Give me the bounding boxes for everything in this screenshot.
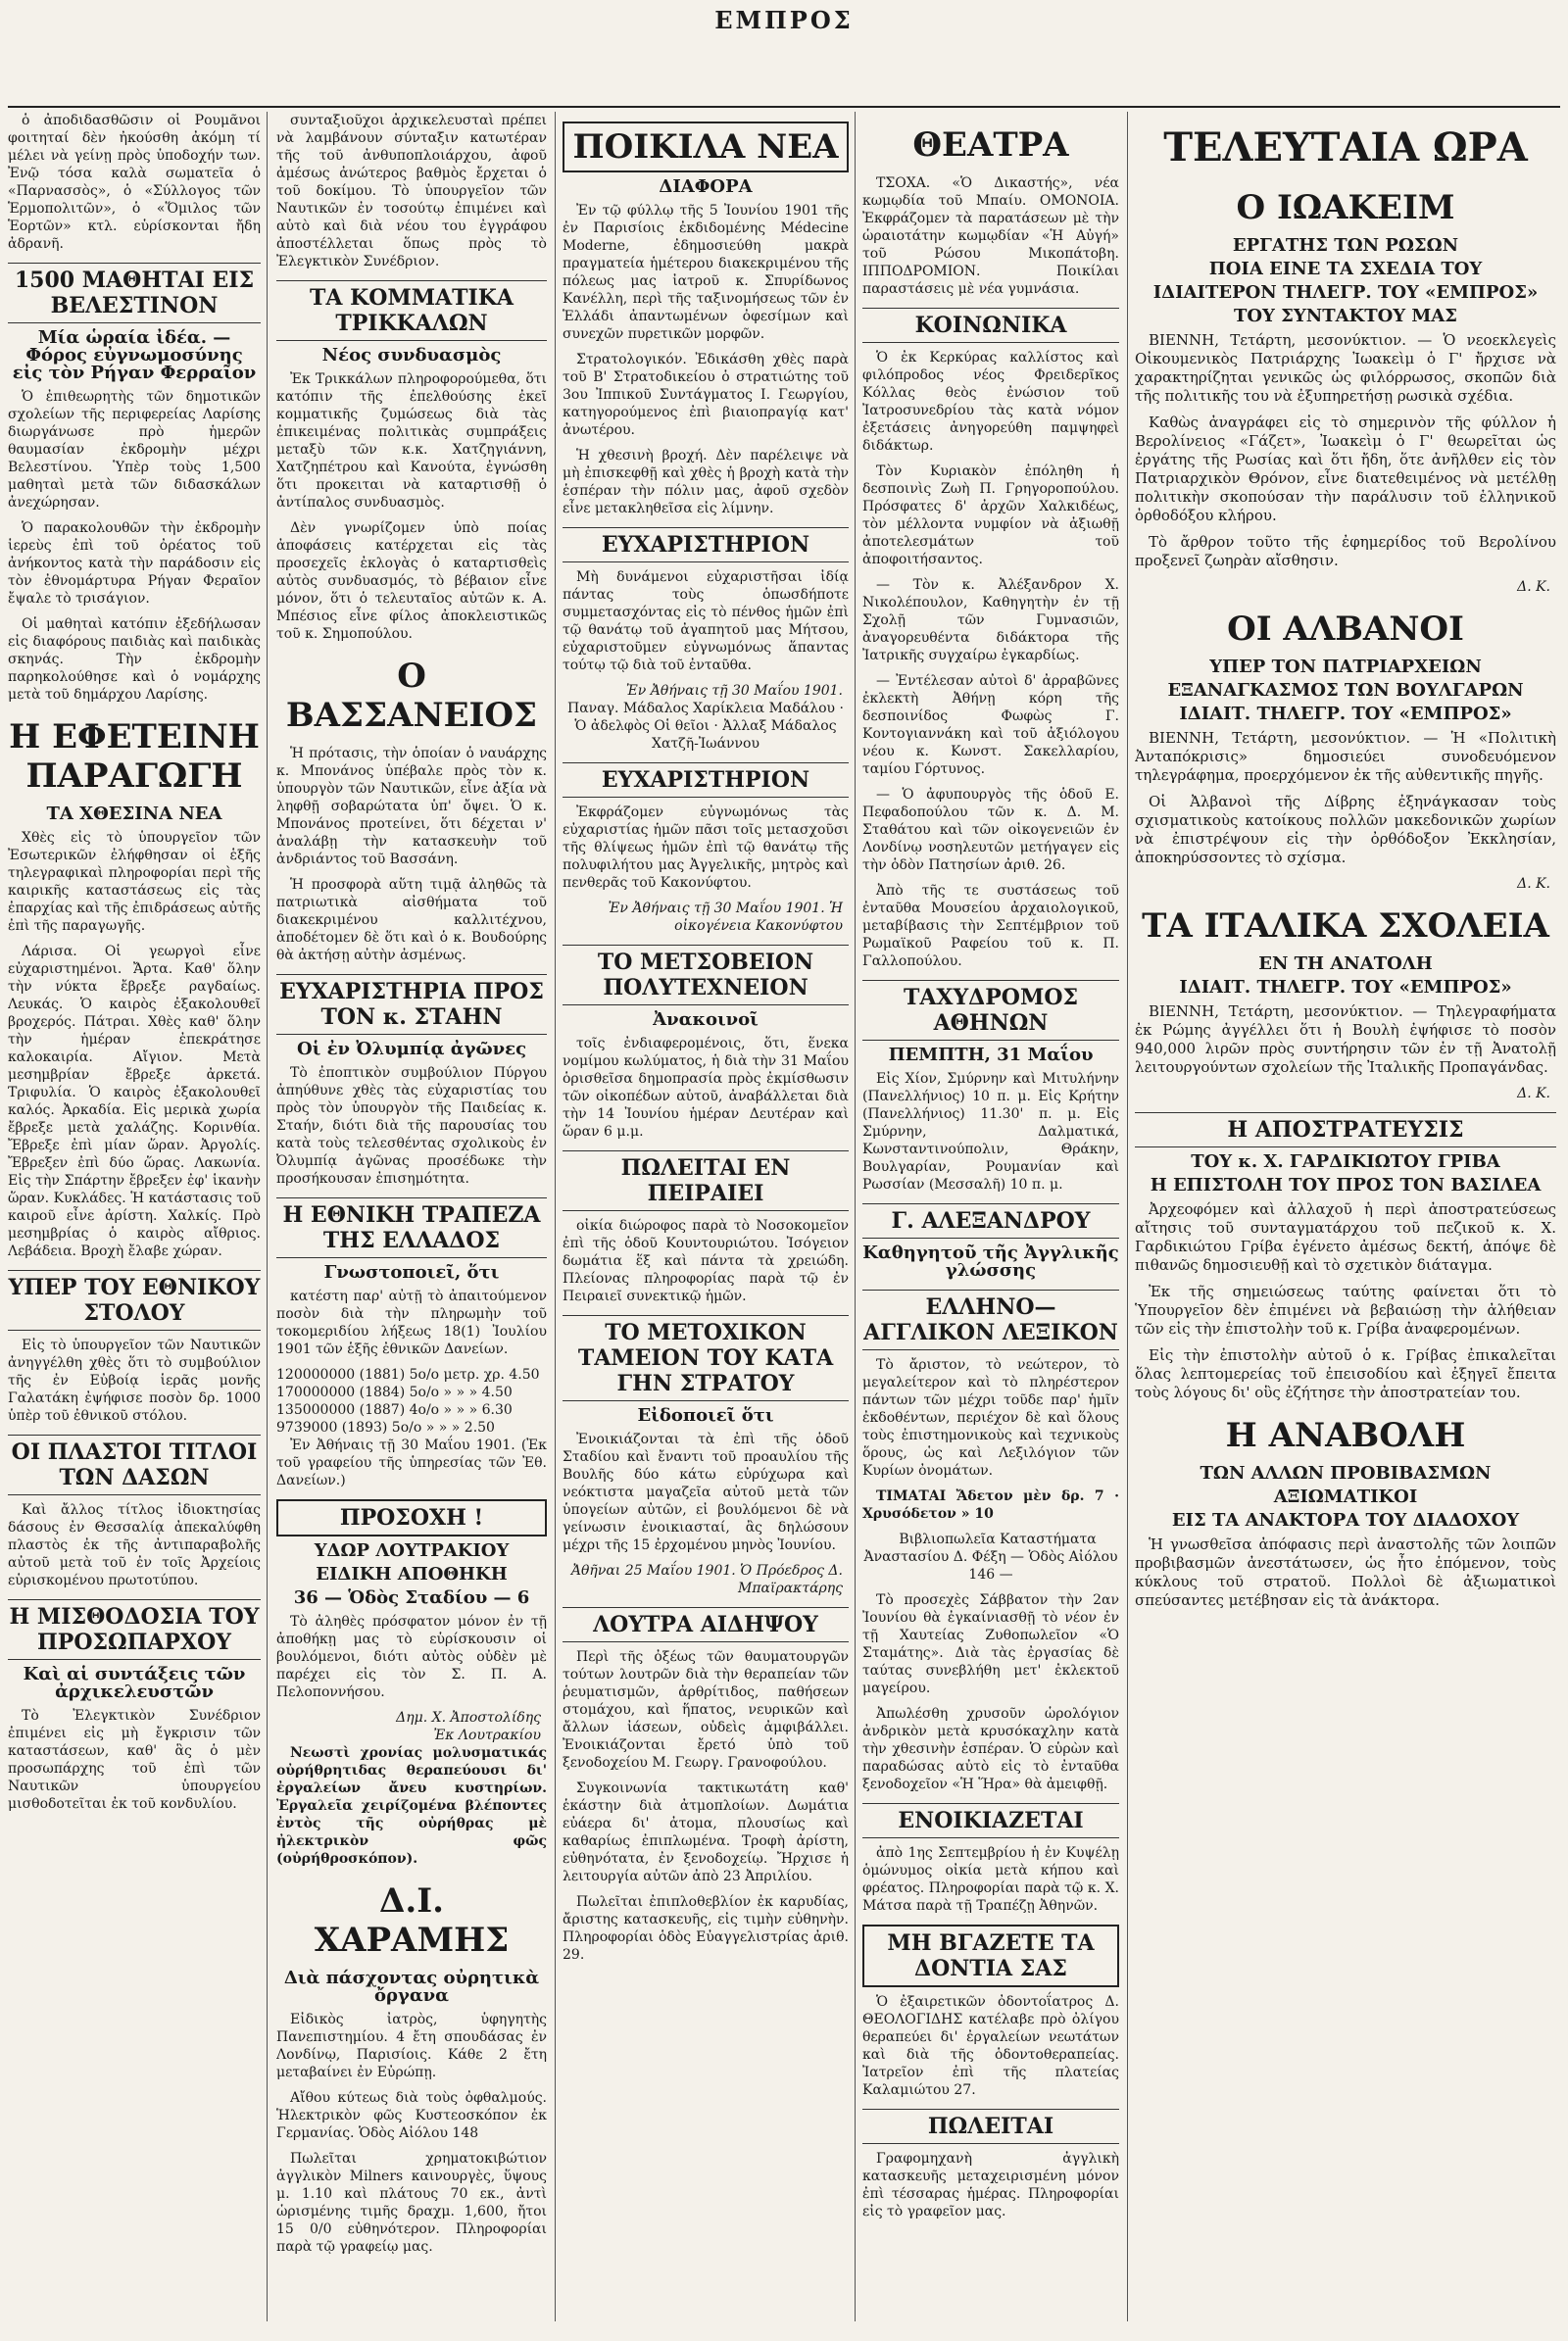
article-text: Λάρισα. Οἱ γεωργοὶ εἶνε εὐχαριστημένοι. Ἄρτα. Καθ' ὅλην τὴν νύκτα ἔβρεξε ραγδαίως. Λευκάς. Ὁ καιρὸς ἐξακολουθεῖ βροχερός. Πάτραι. Χθὲς καθ' ὅλην τὴν ἡμέραν ἐπεκράτησε καλοκαιρία. Αἴγιον. Μετὰ μεσημβρίαν ἔβρεξε ἀρκετά. Τριφυλία. Ὁ καιρὸς ἐξακολουθεῖ καλός. Ἀρκαδία. Εἰς μερικὰ χωρία ἔβρεξε μετὰ χαλάζης. Κορινθία. Ἔβρεξε ἐπὶ μίαν ὥραν. Ἀργολίς. Ἔβρεξεν ἐπὶ δύο ὥρας. Λακωνία. Εἰς τὴν Σπάρτην ἔβρεξεν ἐφ' ἱκανὴν ὥραν. Κυκλάδες. Ἡ κατάστασις τοῦ καιροῦ εἶνε ἀρίστη. Χαλκίς. Πρὸ μεσημβρίας ὁ καιρὸς αἴθριος. Λεβάδεια. Βροχὴ ἔλαβε χώραν. xyxy=(8,944,261,1259)
article-text: Τὸν Κυριακὸν ἐπόληθη ἡ δεσποινὶς Ζωὴ Π. Γρηγοροπούλου. Πρόσφατες δ' ἀρχῶν Χαλκιδέως, τὸν μέλλοντα νυμφίον νὰ ἀξιωθῇ ἀποτελεσμάτων τοῦ ἀποφοιτήσαντος. xyxy=(862,463,1119,567)
subheadline: ΤΟΥ ΣΥΝΤΑΚΤΟΥ ΜΑΣ xyxy=(1233,306,1458,326)
headline: ΕΛΛΗΝΟ—ΑΓΓΛΙΚΟΝ ΛΕΞΙΚΟΝ xyxy=(862,1290,1119,1350)
column-divider xyxy=(555,112,556,2321)
article-text: Ὁ ἐπιθεωρητὴς τῶν δημοτικῶν σχολείων τῆς περιφερείας Λαρίσης διωργάνωσε πρὸ ἡμερῶν θαυμασίαν ἐκδρομὴν μέχρι Βελεστίνου. Ὑπὲρ τοὺς 1,500 μαθηταὶ μετὰ τῶν διδασκάλων ἀνεχώρησαν. xyxy=(8,389,261,511)
article-text: Μὴ δυνάμενοι εὐχαριστῆσαι ἰδίᾳ πάντας τοὺς ὁπωσδήποτε συμμετασχόντας εἰς τὸ πένθος ἡμῶν ἐπὶ τῷ θανάτῳ τοῦ ἀγαπητοῦ μας Μήτσου, εὐχαριστοῦμεν εὐγνωμόνως ἅπαντας τούτῳ τῷ διὰ τοῦ ἐνταῦθα. xyxy=(563,569,849,673)
article-text: Ἡ πρότασις, τὴν ὁποίαν ὁ ναυάρχης κ. Μπονάνος ὑπέβαλε πρὸς τὸν κ. ὑπουργὸν τῶν Ναυτικῶν, εἶνε ἀξία νὰ ληφθῇ σοβαρώτατα ὑπ' ὄψει. Ὁ κ. Μπονάνος προτείνει, ὅτι δέχεται ν' ἀναλάβῃ τὴν κατασκευὴν τοῦ ἀνδριάντος τοῦ Βασσάνη. xyxy=(276,746,547,867)
article-text: Στρατολογικόν. Ἐδικάσθη χθὲς παρὰ τοῦ Β' Στρατοδικείου ὁ στρατιώτης τοῦ 3ου Ἰππικοῦ Συντάγματος Ι. Γεωργίου, κατηγορούμενος ἐπὶ βιαιοπραγίᾳ κατ' ἀνωτέρου. xyxy=(563,352,849,438)
subheadline: ΠΟΙΑ ΕΙΝΕ ΤΑ ΣΧΕΔΙΑ ΤΟΥ xyxy=(1208,259,1483,279)
article-text: Ἡ γνωσθεῖσα ἀπόφασις περὶ ἀναστολῆς τῶν λοιπῶν προβιβασμῶν ἀνεστάτωσεν, ὡς ἦτο ἑπόμενον, τοὺς κύκλους τοῦ στρατοῦ. Πολλοὶ δὲ ἀξιωματικοὶ σπεύσαντες μετέβησαν εἰς τὰ ἀνάκτορα. xyxy=(1135,1536,1556,1609)
headline: 1500 ΜΑΘΗΤΑΙ ΕΙΣ ΒΕΛΕΣΤΙΝΟΝ xyxy=(8,263,261,323)
subheadline: ΤΟΥ κ. Χ. ΓΑΡΔΙΚΙΩΤΟΥ ΓΡΙΒΑ xyxy=(1191,1151,1500,1172)
article-text: Γραφομηχανὴ ἀγγλικὴ κατασκευῆς μεταχειρισμένη μόνον ἐπὶ τέσσαρας ἡμέρας. Πληροφορίαι εἰς τὸ γραφεῖον μας. xyxy=(862,2151,1119,2219)
loan-row: 170000000 (1884) 5ο/ο » » » 4.50 xyxy=(276,1385,513,1400)
article-text: ΒΙΕΝΝΗ, Τετάρτη, μεσονύκτιον. — Τηλεγραφήματα ἐκ Ρώμης ἀγγέλλει ὅτι ἡ Βουλὴ ἐψήφισε τὸ ποσὸν 940,000 λιρῶν πρὸς συντήρησιν τῶν ἐν τῇ Ἀνατολῇ λειτουργούντων σχολείων τῆς Ἰταλικῆς Προπαγάνδας. xyxy=(1135,1002,1556,1076)
subheadline: Εἰδοποιεῖ ὅτι xyxy=(637,1405,774,1426)
article-text: Εἰς τὸ ὑπουργεῖον τῶν Ναυτικῶν ἀνηγγέλθη χθὲς ὅτι τὸ συμβούλιον τῆς ἐν Εὐβοίᾳ ἱερᾶς μονῆς Γαλατάκη ἐψήφισε ποσὸν δρ. 1000 ὑπὲρ τοῦ ἐθνικοῦ στόλου. xyxy=(8,1338,261,1424)
headline: ΜΗ ΒΓΑΖΕΤΕ ΤΑ ΔΟΝΤΙΑ ΣΑΣ xyxy=(862,1925,1119,1987)
headline: Δ.Ι. ΧΑΡΑΜΗΣ xyxy=(314,1881,510,1960)
subheadline: Η ΕΠΙΣΤΟΛΗ ΤΟΥ ΠΡΟΣ ΤΟΝ ΒΑΣΙΛΕΑ xyxy=(1150,1175,1542,1195)
subheadline: Μία ὡραία ἰδέα. — Φόρος εὐγνωμοσύνης εἰς τὸν Ρήγαν Φερραῖον xyxy=(12,327,257,383)
column-divider xyxy=(1127,112,1128,2321)
signature: Ἀθῆναι 25 Μαΐου 1901. Ὁ Πρόεδρος Δ. Μπαϊρακτάρης xyxy=(570,1563,843,1596)
subheadline: ΕΝ ΤΗ ΑΝΑΤΟΛΗ xyxy=(1258,953,1433,974)
subheadline: ΑΞΙΩΜΑΤΙΚΟΙ xyxy=(1273,1487,1418,1507)
column-5 xyxy=(1135,112,1556,2321)
article-text: Δὲν γνωρίζομεν ὑπὸ ποίας ἀποφάσεις κατέρχεται εἰς τὰς προσεχεῖς ἐκλογὰς ὁ καταρτισθεὶς αὐτὸς συνδυασμός, τὸ βέβαιον εἶνε μόνον, ὅτι ὁ τελευταῖος αὐτῶν κ. Α. Μπέσιος εἶνε φίλος ἀποκλειστικῶς τοῦ κ. Σημοπούλου. xyxy=(276,520,547,642)
headline: ΥΠΕΡ ΤΟΥ ΕΘΝΙΚΟΥ ΣΤΟΛΟΥ xyxy=(8,1270,261,1331)
subheadline: Γνωστοποιεῖ, ὅτι xyxy=(323,1262,500,1283)
headline: Η ΜΙΣΘΟΔΟΣΙΑ ΤΟΥ ΠΡΟΣΩΠΑΡΧΟΥ xyxy=(8,1599,261,1660)
article-text: Εἰδικὸς ἰατρὸς, ὑφηγητὴς Πανεπιστημίου. 4 ἔτη σπουδάσας ἐν Λονδίνῳ, Παρισίοις. Κάθε 2 ἔτη μεταβαίνει ἐν Εὐρώπῃ. xyxy=(276,2012,547,2080)
loan-row: 9739000 (1893) 5ο/ο » » » 2.50 xyxy=(276,1420,495,1436)
headline: ΕΝΟΙΚΙΑΖΕΤΑΙ xyxy=(862,1803,1119,1838)
article-text: Ἐκ Τρικκάλων πληροφορούμεθα, ὅτι κατόπιν τῆς ἐπελθούσης ἐκεῖ κομματικῆς ζυμώσεως διὰ τὰς ἐπικειμένας πολιτικὰς συμπράξεις μεταξὺ τῶν κ.κ. Χατζηγιάννη, Χατζηπέτρου καὶ Κανούτα, ἐγνώσθη ὅτι προκειται νὰ καταρτισθῇ ὁ ἀντίπαλος συνδυασμὸς. xyxy=(276,371,547,511)
article-text: Καθὼς ἀναγράφει εἰς τὸ σημερινὸν τῆς φύλλον ἡ Βερολίνειος «Γάζετ», Ἰωακεὶμ ὁ Γ' θεωρεῖται ὡς ἐργάτης τῆς Ρωσίας καὶ ὅτι ἤδη, ὅτε ἀνῆλθεν εἰς τὸν Πατριαρχικὸν Θρόνον, εἶνε διατεθειμένος νὰ μετέλθῃ πολιτικὴν σκοπούσαν τὴν παράλυσιν τοῦ ἑλληνικοῦ ὀρθοδόξου κλήρου. xyxy=(1135,414,1556,524)
article-text: Ὁ παρακολουθῶν τὴν ἐκδρομὴν ἱερεὺς ἐπὶ τοῦ ὀρέατος τοῦ ἀνήκοντος κατὰ τὴν παράδοσιν εἰς τὸν ἐθνομάρτυρα Ρήγαν Φεραῖον ἔψαλε τὸ τρισάγιον. xyxy=(8,520,261,607)
article-text: Οἱ Ἀλβανοὶ τῆς Δίβρης ἐξηνάγκασαν τοὺς σχισματικοὺς κατοίκους πολλῶν μακεδονικῶν χωρίων νὰ ἐπιστρέψουν εἰς τὴν ὀρθόδοξον Ἐκκλησίαν, ἀποκηρύσσοντες τὸ σχίσμα. xyxy=(1135,793,1556,866)
article-text: Βιβλιοπωλεῖα Καταστήματα Ἀναστασίου Δ. Φέξη — Ὁδὸς Αἰόλου 146 — xyxy=(863,1532,1118,1583)
article-text: Οἱ μαθηταὶ κατόπιν ἐξεδήλωσαν εἰς διαφόρους παιδιὰς καὶ παιδικὰς σκηνάς. Τὴν ἐκδρομὴν παρηκολούθησε καὶ ὁ νομάρχης μετὰ τοῦ δημάρχου Λαρίσης. xyxy=(8,616,261,703)
headline: ΘΕΑΤΡΑ xyxy=(912,125,1069,165)
article-text: κατέστη παρ' αὐτῇ τὸ ἀπαιτούμενον ποσὸν διὰ τὴν πληρωμὴν τοῦ τοκομεριδίου λήξεως 18(1) Ἰουλίου 1901 τῶν ἑξῆς ἐθνικῶν Δανείων. xyxy=(276,1289,547,1357)
article-text: Ἐν Ἀθήναις τῇ 30 Μαΐου 1901. (Ἐκ τοῦ γραφείου τῆς ὑπηρεσίας τῶν Ἐθ. Δανείων.) xyxy=(276,1438,547,1488)
headline: ΤΕΛΕΥΤΑΙΑ ΩΡΑ xyxy=(1163,124,1528,171)
subheadline: Καὶ αἱ συντάξεις τῶν ἀρχικελευστῶν xyxy=(23,1664,246,1702)
article-text: Πωλεῖται ἐπιπλοθεβλίον ἐκ καρυδίας, ἄριστης κατασκευῆς, εἰς τιμὴν εὐθηνὴν. Πληροφορίαι ὁδὸς Εὐαγγελιστρίας ἀριθ. 29. xyxy=(563,1894,849,1963)
signature: Δ. Κ. xyxy=(1517,1086,1550,1101)
article-text: Ἐκ τῆς σημειώσεως ταύτης φαίνεται ὅτι τὸ Ὑπουργεῖον δὲν ἐπιμένει νὰ βεβαιώσῃ τὴν ἀλήθειαν τῶν εἰς τὴν ἐπιστολὴν τοῦ κ. Γρίβα ἀναφερομένων. xyxy=(1135,1283,1556,1338)
signature: Δ. Κ. xyxy=(1517,876,1550,892)
headline: Η ΑΠΟΣΤΡΑΤΕΥΣΙΣ xyxy=(1135,1112,1556,1147)
signature: Ἐν Ἀθήναις τῇ 30 Μαΐου 1901. xyxy=(625,683,843,699)
subheadline: 36 — Ὁδὸς Σταδίου — 6 xyxy=(293,1587,530,1608)
headline: ΛΟΥΤΡΑ ΑΙΔΗΨΟΥ xyxy=(563,1607,849,1642)
column-divider xyxy=(855,112,856,2321)
article-text: οἰκία διώροφος παρὰ τὸ Νοσοκομεῖον ἐπὶ τῆς ὁδοῦ Κουντουριώτου. Ἰσόγειον δωμάτια ἕξ καὶ πάντα τὰ χρειώδη. Πλείονας πληροφορίας παρὰ τῷ ἐν Πειραιεῖ συνεκτικῷ ἡμῶν. xyxy=(563,1218,849,1304)
article-text: Νεωστὶ χρονίας μολυσματικάς οὐρήθρητιδας θεραπεύουσι δι' ἐργαλείων ἄνευ κυστηρίων. Ἐργαλεῖα χειρίζομένα βλέποντες ἐντὸς τῆς οὐρήθρας μὲ ἠλεκτρικὸν φῶς (οὐρήθροσκόπον). xyxy=(276,1745,547,1867)
loan-row: 135000000 (1887) 4ο/ο » » » 6.30 xyxy=(276,1402,513,1418)
subheadline: ΥΠΕΡ ΤΟΝ ΠΑΤΡΙΑΡΧΕΙΩΝ xyxy=(1209,657,1482,677)
headline: ΤΟ ΜΕΤΣΟΒΕΙΟΝ ΠΟΛΥΤΕΧΝΕΙΟΝ xyxy=(563,945,849,1005)
article-text: Τὸ ἄρθρον τοῦτο τῆς ἐφημερίδος τοῦ Βερολίνου προξενεῖ ζωηρὰν αἴσθησιν. xyxy=(1135,533,1556,569)
headline: ΕΥΧΑΡΙΣΤΗΡΙΑ ΠΡΟΣ ΤΟΝ κ. ΣΤΑΗΝ xyxy=(276,974,547,1035)
article-text: Συγκοινωνία τακτικωτάτη καθ' ἑκάστην διὰ ἀτμοπλοίων. Δωμάτια εὐάερα δι' ἀτομα, πλουσίως καὶ καθαρίως ἐπιπλωμένα. Τροφὴ ἀρίστη, εὐθηνότατα, ἐν ξενοδοχείῳ. Ἤρχισε ἡ λειτουργία αὐτῶν ἀπὸ 23 Ἀπριλίου. xyxy=(563,1780,849,1884)
subheadline: ΤΩΝ ΑΛΛΩΝ ΠΡΟΒΙΒΑΣΜΩΝ xyxy=(1200,1463,1492,1484)
article-text: Τὸ ἀληθὲς πρόσφατον μόνον ἐν τῇ ἀποθήκῃ μας τὸ εὑρίσκουσιν οἱ βουλόμενοι, διότι αὐτὸς οὐδὲν μὲ παρέχει εἰς τὸν Σ. Π. Α. Πελοποννήσου. xyxy=(276,1614,547,1700)
headline: ΤΑ ΚΟΜΜΑΤΙΚΑ ΤΡΙΚΚΑΛΩΝ xyxy=(276,280,547,341)
article-text: Ἐν τῷ φύλλῳ τῆς 5 Ἰουνίου 1901 τῆς ἐν Παρισίοις ἐκδιδομένης Médecine Moderne, ἐδημοσιεύθη μακρὰ πραγματεία ἡμέτερου διακεκριμένου τῆς πόλεως μας ἰατροῦ κ. Σπυρίδωνος Κανέλλη, περὶ τῆς ταξινομήσεως τῶν ἐν Ἑλλάδι ἀπαντωμένων ὀφεσίμων καὶ συνεχῶν πυρετικῶν μορφῶν. xyxy=(563,203,849,342)
subheadline: ΕΙΣ ΤΑ ΑΝΑΚΤΟΡΑ ΤΟΥ ΔΙΑΔΟΧΟΥ xyxy=(1171,1510,1520,1531)
article-text: Τὸ προσεχὲς Σάββατον τὴν 2αν Ἰουνίου θὰ ἐγκαίνιασθῇ τὸ νέον ἐν τῇ Χαυτείας Ζυθοπωλεῖον «Ὁ Σταμάτης». Διὰ τὰς ἐργασίας δὲ ταύτας συνεβλήθη μετ' ἐκλεκτοῦ μαγείρου. xyxy=(862,1592,1119,1696)
article-text: Εἰς Χίον, Σμύρνην καὶ Μιτυλήνην (Πανελλήνιος) 10 π. μ. Εἰς Κρήτην (Πανελλήνιος) 11.30' π. μ. Εἰς Σμύρνην, Δαλματικά, Κωνσταντινούπολιν, Θράκην, Βουλγαρίαν, Ρουμανίαν καὶ Ρωσσίαν (Μεσσαλῆ) 10 π. μ. xyxy=(862,1071,1119,1193)
headline: ΤΑΧΥΔΡΟΜΟΣ ΑΘΗΝΩΝ xyxy=(862,980,1119,1041)
headline: ΤΑ ΙΤΑΛΙΚΑ ΣΧΟΛΕΙΑ xyxy=(1142,906,1549,946)
article-text: Ὁ ἐκ Κερκύρας καλλίστος καὶ φιλόπροδος νέος Φρειδερῖκος Κόλλας θεὸς ἐνώσιον τοῦ Ἰατροσυνεδρίου τὰς κατὰ νόμον ἐξετάσεις ἀνηγορεύθη παμψηφεὶ διδάκτωρ. xyxy=(862,350,1119,454)
article-text: Ἐκφράζομεν εὐγνωμόνως τὰς εὐχαριστίας ἡμῶν πᾶσι τοῖς μετασχοῦσι τῆς θλίψεως ἡμῶν ἐπὶ τῷ θανάτῳ τῆς πολυφιλήτου μας Ἀγγελικῆς, μητρὸς καὶ πενθερᾶς τοῦ Κακονύφτου. xyxy=(563,805,849,891)
article-text: Πωλεῖται χρηματοκιβώτιον ἀγγλικὸν Milners καινουργὲς, ὕψους μ. 1.10 καὶ πλάτους 70 εκ., ἀντὶ ὡρισμένης τιμῆς δραχμ. 1,600, ἤτοι 15 0/0 εὐθηνότερον. Πληροφορίαι παρὰ τῷ γραφείῳ μας. xyxy=(276,2151,547,2255)
headline: ΚΟΙΝΩΝΙΚΑ xyxy=(862,308,1119,343)
article-text: — Ὁ ἀφυπουργὸς τῆς ὁδοῦ Ε. Πεφαδοπούλου τῶν κ. Δ. Μ. Σταθάτου καὶ τῶν οἰκογενειῶν ἐν Λονδίνῳ νοσηλευτῶν μετήγαγεν εἰς τὴν ὁδὸν Πατησίων ἀριθ. 26. xyxy=(862,787,1119,873)
article-text: Τὸ Ἐλεγκτικὸν Συνέδριον ἐπιμένει εἰς μὴ ἔγκρισιν τῶν καταστάσεων, καθ' ἃς ὁ μὲν προσωπάρχης τοῦ ἐπὶ τῶν Ναυτικῶν ὑπουργείου μισθοδοτεῖται ἐκ τοῦ κονδυλίου. xyxy=(8,1708,261,1812)
column-1 xyxy=(8,112,261,2321)
signature: Ἐν Ἀθήναις τῇ 30 Μαΐου 1901. Ἡ οἰκογένεια Κακονύφτου xyxy=(608,901,843,934)
subheadline: Οἱ ἐν Ὀλυμπίᾳ ἀγῶνες xyxy=(296,1039,527,1059)
subheadline: ΕΞΑΝΑΓΚΑΣΜΟΣ ΤΩΝ ΒΟΥΛΓΑΡΩΝ xyxy=(1167,680,1524,701)
article-text: Ἐνοικιάζονται τὰ ἐπὶ τῆς ὁδοῦ Σταδίου καὶ ἔναντι τοῦ προαυλίου τῆς Βουλῆς δύο κάτω εὐρύχωρα καὶ νεόκτιστα μαγαζεῖα αὐτοῦ μετὰ τῶν ὑπογείων αὐτῶν, εἰ βουλόμενοι δὲ νὰ γείνωσιν ἐνοικιασταί, ἂς δηλώσουν μέχρι τῆς 15 ἐρχομένου μηνὸς Ἰουνίου. xyxy=(563,1432,849,1553)
headline: ΠΡΟΣΟΧΗ ! xyxy=(276,1499,547,1536)
signature: Ἐκ Λουτρακίου xyxy=(433,1728,541,1743)
subheadline: Νέος συνδυασμὸς xyxy=(321,345,502,366)
column-3 xyxy=(563,112,849,2321)
article-text: Εἰς τὴν ἐπιστολὴν αὐτοῦ ὁ κ. Γρίβας ἐπικαλεῖται ὅλας λεπτομερείας τοῦ ἐπεισοδίου καὶ ἐξηγεῖ ἔπειτα τοὺς λόγους δι' οὓς ἐζήτησε τὴν ἀποστρατείαν του. xyxy=(1135,1346,1556,1401)
column-2 xyxy=(276,112,547,2321)
subheadline: ΥΔΩΡ ΛΟΥΤΡΑΚΙΟΥ xyxy=(314,1540,510,1561)
subheadline: ΕΙΔΙΚΗ ΑΠΟΘΗΚΗ xyxy=(316,1564,508,1585)
article-text: Ἀρχεοφόμεν καὶ ἀλλαχοῦ ἡ περὶ ἀποστρατεύσεως αἴτησις τοῦ συνταγματάρχου τοῦ πεζικοῦ κ. Χ. Γαρδικιώτου Γρίβα ἐγένετο ἀμέσως δεκτή, ἀπόψε δὲ πιθανῶς δημοσιευθῇ καὶ τὸ σχετικὸν διάταγμα. xyxy=(1135,1200,1556,1274)
subheadline: ΔΙΑΦΟΡΑ xyxy=(659,176,753,197)
signature: Δ. Κ. xyxy=(1517,579,1550,595)
headline: ΠΩΛΕΙΤΑΙ xyxy=(862,2109,1119,2144)
headline: ΠΟΙΚΙΛΑ ΝΕΑ xyxy=(563,122,849,172)
column-divider xyxy=(267,112,268,2321)
article-text: Αἴθου κύτεως διὰ τοὺς ὀφθαλμούς. Ἡλεκτρικὸν φῶς Κυστεοσκόπον ἐκ Γερμανίας. Ὁδὸς Αἰόλου 148 xyxy=(276,2090,547,2141)
subheadline: Καθηγητοῦ τῆς Ἀγγλικῆς γλώσσης xyxy=(862,1243,1119,1281)
article-text: ΒΙΕΝΝΗ, Τετάρτη, μεσονύκτιον. — Ὁ νεοεκλεγεὶς Οἰκουμενικὸς Πατριάρχης Ἰωακεὶμ ὁ Γ' ἤρχισε νὰ χαρακτηρίζηται γενικῶς ὡς φιλόρρωσος, σκοπῶν διὰ τῆς πολιτικῆς του νὰ ἐξυπηρετήσῃ ρωσικὰ σχέδια. xyxy=(1135,331,1556,405)
subheadline: ΙΔΙΑΙΤ. ΤΗΛΕΓΡ. ΤΟΥ «ΕΜΠΡΟΣ» xyxy=(1179,977,1512,998)
headline: ΟΙ ΠΛΑΣΤΟΙ ΤΙΤΛΟΙ ΤΩΝ ΔΑΣΩΝ xyxy=(8,1435,261,1495)
subheadline: ΙΔΙΑΙΤΕΡΟΝ ΤΗΛΕΓΡ. ΤΟΥ «ΕΜΠΡΟΣ» xyxy=(1152,282,1539,303)
headline: Ο ΒΑΣΣΑΝΕΙΟΣ xyxy=(285,657,538,735)
article-text: Ἡ προσφορὰ αὕτη τιμᾷ ἀληθῶς τὰ πατριωτικὰ αἰσθήματα τοῦ διακεκριμένου καλλιτέχνου, ἀποδέτομεν δὲ ὅτι καὶ ὁ κ. Βουδούρης θὰ ἀκτήσῃ αὐτὴν ἀσμένως. xyxy=(276,877,547,963)
article-text: Καὶ ἄλλος τίτλος ἰδιοκτησίας δάσους ἐν Θεσσαλίᾳ ἀπεκαλύφθη πλαστὸς ἐκ τῆς ἀντιπαραβολῆς αὐτοῦ μετὰ τοῦ ἐν τοῖς Ἀρχείοις εὑρισκομένου πρωτοτύπου. xyxy=(8,1502,261,1588)
article-text: Ἡ χθεσινὴ βροχή. Δὲν παρέλειψε νὰ μὴ ἐπισκεφθῇ καὶ χθὲς ἡ βροχὴ κατὰ τὴν ἑσπέραν τὴν πόλιν μας, ἀφοῦ σχεδὸν εἶνε μετακληθεῖσα εἰς λίμνην. xyxy=(563,448,849,516)
masthead: ΕΜΠΡΟΣ xyxy=(714,6,854,34)
article-text: Ἀπὸ τῆς τε συστάσεως τοῦ ἐνταῦθα Μουσείου ἀρχαιολογικοῦ, μεταβίβασις τὴν Σεπτέμβριον τοῦ Ρωμαϊκοῦ Ραφείου τοῦ κ. Π. Γαλλοπούλου. xyxy=(862,883,1119,969)
article-text: ΤΣΟΧΑ. «Ὁ Δικαστής», νέα κωμῳδία τοῦ Μπαίυ. ΟΜΟΝΟΙΑ. Ἐκφράζομεν τὰ παρατάσεων μὲ τὴν ὡραιοτάτην κωμῳδίαν «Ἡ Αὐγή» τοῦ Ρώσου Μικοπάτοβη. ΙΠΠΟΔΡΟΜΙΟΝ. Ποικίλαι παραστάσεις μὲ νέα γυμνάσια. xyxy=(862,175,1119,297)
headline: Γ. ΑΛΕΞΑΝΔΡΟΥ xyxy=(862,1203,1119,1239)
headline: Η ΕΘΝΙΚΗ ΤΡΑΠΕΖΑ ΤΗΣ ΕΛΛΑΔΟΣ xyxy=(276,1197,547,1258)
article-text: ὁ ἀποδιδασθῶσιν οἱ Ρουμᾶνοι φοιτηταί δὲν ἠκούσθη ἀκόμη τί μέλει νὰ γείνῃ πρὸς ὑποδοχήν των. Ἐνῷ τόσα καλὰ σωματεῖα ὁ «Παρνασσὸς», ὁ «Σύλλογος τῶν Ἑρμοπολιτῶν», ὁ «Ὅμιλος τῶν Ἑορτῶν» κτλ. εὑρίσκονται ἤδη ἀδρανῆ. xyxy=(8,113,261,252)
article-text: ἀπὸ 1ης Σεπτεμβρίου ἡ ἐν Κυψέλῃ ὁμώνυμος οἰκία μετὰ κήπου καὶ φρέατος. Πληροφορίαι παρὰ τῷ κ. Χ. Μάτσα παρὰ τῇ Τραπέζῃ Ἀθηνῶν. xyxy=(862,1845,1119,1914)
price-line: ΤΙΜΑΤΑΙ Ἄδετον μὲν δρ. 7 · Χρυσόδετον » 10 xyxy=(862,1488,1119,1522)
headline: ΠΩΛΕΙΤΑΙ ΕΝ ΠΕΙΡΑΙΕΙ xyxy=(563,1150,849,1211)
article-text: Τὸ ἄριστον, τὸ νεώτερον, τὸ μεγαλείτερον καὶ τὸ πληρέστερον πάντων τῶν μέχρι τοῦδε παρ' ἡμῖν ἐκδοθέντων, περιέχον δὲ καὶ ὅλους τοὺς ἐπιστημονικοὺς καὶ τεχνικοὺς ὅρους, ὡς καὶ Λεξιλόγιον τῶν Κυρίων ὀνομάτων. xyxy=(862,1357,1119,1479)
subheadline: ΙΔΙΑΙΤ. ΤΗΛΕΓΡ. ΤΟΥ «ΕΜΠΡΟΣ» xyxy=(1179,704,1512,724)
article-text: Ἀπωλέσθη χρυσοῦν ὡρολόγιον ἀνδρικὸν μετὰ κρυσόκαχλην κατὰ τὴν χθεσινὴν ἑσπέραν. Ὁ εὑρὼν καὶ παραδώσας αὐτὸ εἰς τὸ ἐνταῦθα ξενοδοχεῖον «Ἡ Ἥρα» θὰ ἀμειφθῇ. xyxy=(862,1706,1119,1792)
article-text: ΒΙΕΝΝΗ, Τετάρτη, μεσονύκτιον. — Ἡ «Πολιτικὴ Ἀνταπόκρισις» δημοσιεύει συνοδευόμενον τηλεγράφημα, προερχόμενον ἐκ τῆς αὐθεντικῆς πηγῆς. xyxy=(1135,729,1556,784)
headline: ΕΥΧΑΡΙΣΤΗΡΙΟΝ xyxy=(563,762,849,798)
column-4 xyxy=(862,112,1119,2321)
signature: Παναγ. Μάδαλος Χαρίκλεια Μαδάλου · Ὁ ἀδελφὸς Οἱ θεῖοι · Ἀλλαξ Μάδαλος Χατζῆ-Ἰωάννου xyxy=(567,701,844,752)
headline: ΤΟ ΜΕΤΟΧΙΚΟΝ ΤΑΜΕΙΟΝ ΤΟΥ ΚΑΤΑ ΓΗΝ ΣΤΡΑΤΟΥ xyxy=(563,1315,849,1401)
article-text: συνταξιοῦχοι ἀρχικελευσταὶ πρέπει νὰ λαμβάνουν σύνταξιν κατωτέραν τῆς τοῦ ἀνθυποπλοιάρχου, ἀφοῦ ἀμέσως ἀνώτερος βαθμὸς ἔρχεται ὁ τοῦ δοκίμου. Τὸ ὑπουργεῖον τῶν Ναυτικῶν ἐν τοσούτῳ ἐπιμένει καὶ αὐτὸ καὶ διὰ νέου του ἐγγράφου ἀποστέλλεται ὅπως πρὸς τὸ Ἐλεγκτικὸν Συνέδριον. xyxy=(276,113,547,269)
top-rule xyxy=(8,106,1560,108)
subheadline: Ἀνακοινοῖ xyxy=(653,1009,759,1030)
loan-row: 120000000 (1881) 5ο/ο μετρ. χρ. 4.50 xyxy=(276,1367,540,1383)
subheadline: ΤΑ ΧΘΕΣΙΝΑ ΝΕΑ xyxy=(46,804,222,824)
article-text: Χθὲς εἰς τὸ ὑπουργεῖον τῶν Ἐσωτερικῶν ἐλήφθησαν οἱ ἑξῆς τηλεγραφικαὶ πληροφορίαι περὶ τῆς καιρικῆς καταστάσεως εἰς τὰς ἐπαρχίας καὶ τῆς ἐπιδράσεως αὐτῆς ἐπὶ τῆς παραγωγῆς. xyxy=(8,830,261,934)
article-text: Ὁ ἐξαιρετικῶν ὀδοντοΐατρος Δ. ΘΕΟΛΟΓΙΔΗΣ κατέλαβε πρὸ ὀλίγου θεραπεύει δι' ἐργαλείων νεωτάτων καὶ διὰ τῆς ὁδοντοθεραπείας. Ἰατρεῖον ἐπὶ τῆς πλατείας Καλαμιώτου 27. xyxy=(862,1994,1119,2098)
article-text: τοῖς ἐνδιαφερομένοις, ὅτι, ἕνεκα νομίμου κωλύματος, ἡ διὰ τὴν 31 Μαΐου ὁρισθεῖσα δημοπρασία πρὸς ἐκμίσθωσιν τῶν οἰκοπέδων αὐτοῦ, ἀναβάλλεται διὰ τὴν 14 Ἰουνίου ἡμέραν Δευτέραν καὶ ὥραν 6 μ.μ. xyxy=(563,1036,849,1140)
article-text: — Ἐντέλεσαν αὐτοὶ δ' ἀρραβῶνες ἐκλεκτὴ Ἀθήνῃ κόρη τῆς δεσποινίδος Φωφὼς Γ. Κοντογιαννάκη καὶ τοῦ ἀξιόλογου νέου κ. Κωνστ. Σακελλαρίου, ταμίου Γόρτυνος. xyxy=(862,673,1119,777)
headline: Η ΑΝΑΒΟΛΗ xyxy=(1225,1416,1466,1455)
subheadline: ΕΡΓΑΤΗΣ ΤΩΝ ΡΩΣΩΝ xyxy=(1232,235,1459,256)
headline: ΟΙ ΑΛΒΑΝΟΙ xyxy=(1227,610,1464,649)
signature: Δημ. Χ. Ἀποστολίδης xyxy=(396,1710,541,1726)
headline: Ο ΙΩΑΚΕΙΜ xyxy=(1236,188,1455,227)
article-text: Περὶ τῆς ὀξέως τῶν θαυματουργῶν τούτων λουτρῶν διὰ τὴν θεραπείαν τῶν ῥευματισμῶν, ἀρθρίτιδος, παθήσεων στομάχου, καὶ ἥπατος, νευρικῶν καὶ ἄλλων ἰάσεων, οὐδεὶς ἀμφιβάλλει. Ἐνοικιάζονται ἔρετό ὑπὸ τοῦ ξενοδοχείου Μ. Γεωργ. Γρανοφούλου. xyxy=(563,1649,849,1771)
subheadline: Διὰ πάσχοντας οὐρητικὰ ὄργανα xyxy=(283,1968,540,2006)
article-text: — Τὸν κ. Ἀλέξανδρον Χ. Νικολέπουλον, Καθηγητὴν ἐν τῇ Σχολῇ τῶν Γυμνασιῶν, ἀναγορευθέντα διδάκτορα τῆς Ἰατρικῆς συγχαίρω ἐγκαρδίως. xyxy=(862,577,1119,663)
headline: ΕΥΧΑΡΙΣΤΗΡΙΟΝ xyxy=(563,527,849,562)
article-text: Τὸ ἐποπτικὸν συμβούλιον Πύργου ἀπηύθυνε χθὲς τὰς εὐχαριστίας του πρὸς τὸν ὑπουργὸν τῆς Παιδείας κ. Σταήν, διότι διὰ τῆς παρουσίας του κατὰ τοὺς τελεσθέντας σχολικοὺς ἐν Ὀλυμπίᾳ ἀγῶνας προσέδωκε τὴν προσήκουσαν ἐπισημότητα. xyxy=(276,1065,547,1187)
headline: Η ΕΦΕΤΕΙΝΗ ΠΑΡΑΓΩΓΗ xyxy=(9,717,260,796)
subheadline: ΠΕΜΠΤΗ, 31 Μαΐου xyxy=(888,1045,1094,1065)
